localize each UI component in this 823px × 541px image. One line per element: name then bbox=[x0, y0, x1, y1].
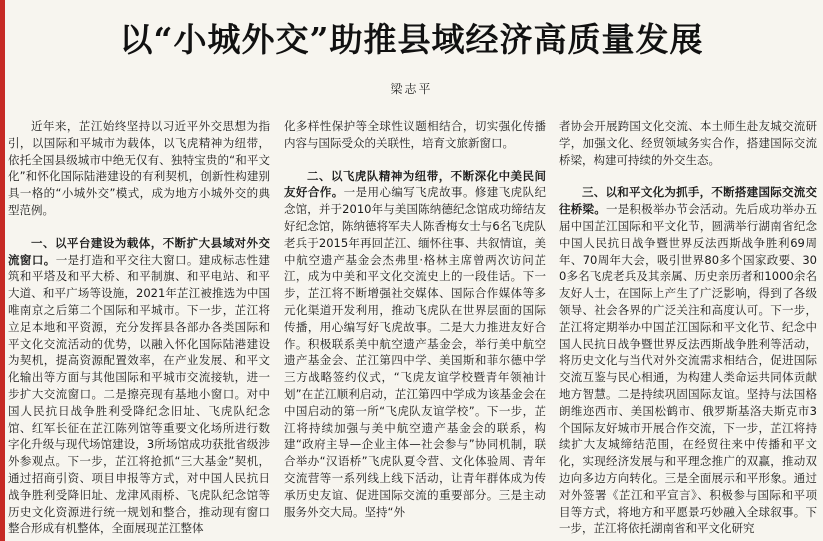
section-paragraph bbox=[559, 184, 817, 537]
column-1 bbox=[8, 118, 270, 541]
paragraph-gap bbox=[8, 219, 270, 235]
column-3 bbox=[559, 118, 817, 541]
section-heading: 三、以和平文化为抓手，不断搭建国际交流交往桥梁。 bbox=[559, 185, 817, 217]
paragraph: 近年来，芷江始终坚持以习近平外交思想为指引，以国际和平城市为载体，以飞虎精神为纽带，依托全国县级城市中绝无仅有、独特宝贵的“和平文化”和怀化国际陆港建设的有利契机，创新性构建别具一格的“小城外交”模式，成为地方小城外交的典型范例。 bbox=[8, 119, 270, 217]
paragraph: 者协会开展跨国文化交流、本土师生赴友城交流研学，加强文化、经贸领域务实合作，搭建国际交流桥梁，构建可持续的外交生态。 bbox=[559, 119, 817, 167]
column-2 bbox=[284, 118, 546, 541]
paragraph-body: 一是积极举办节会活动。先后成功举办五届中国芷江国际和平文化节，圆满举行湖南省纪念中国人民抗日战争暨世界反法西斯战争胜利69周年、70周年大会，吸引世界80多个国家政要、300多名飞虎老兵及其亲属、历史亲历者和1000余名友好人士，在国际上产生了广泛影响，得到了各级领导、社会各界的广泛关注和高度认可。下一步，芷江将定期举办中国芷江国际和平文化节、纪念中国人民抗日战争暨世界反法西斯战争胜利等活动，将历史文化与当代对外交流需求相结合，促进国际交流互鉴与民心相通，为构建人类命运共同体贡献地方智慧。二是持续巩固国际友谊。坚持与法国格朗维迩西市、美国松鹤市、俄罗斯基洛夫斯克市3个国际友好城市开展合作交流，下一步，芷江将持续扩大友城缔结范围，在经贸往来中传播和平文化，实现经济发展与和平理念推广的双赢，推动双边向多边方向转化。三是全面展示和平形象。通过对外签署《芷江和平宣言》、积极参与国际和平项目等方式，将地方和平愿景巧妙融入全球叙事。下一步，芷江将依托湖南省和平文化研究 bbox=[559, 202, 817, 536]
section-paragraph bbox=[8, 235, 270, 537]
section-heading: 一、以平台建设为载体，不断扩大县域对外交流窗口。 bbox=[8, 235, 270, 267]
paragraph: 化多样性保护等全球性议题相结合，切实强化传播内容与国际受众的关联性，培育文旅新窗口。 bbox=[284, 119, 546, 150]
article-author: 梁志平 bbox=[390, 82, 433, 96]
article-headline: 以“小城外交”助推县域经济高质量发展 bbox=[119, 20, 704, 59]
paragraph-gap bbox=[559, 168, 817, 184]
section-paragraph bbox=[284, 168, 546, 521]
paragraph-gap bbox=[284, 152, 546, 168]
paragraph-body: 一是打造和平交往大窗口。建成标志性建筑和平塔及和平大桥、和平制旗、和平电站、和平大道、和平广场等设施，2021年芷江被推选为中国唯南京之后第二个国际和平城市。下一步，芷江将立足本地和平资源，充分发挥县各部办各类国际和平文化交流活动的优势，以融入怀化国际陆港建设为契机，提高资源配置效率，在产业发展、和平文化输出等方面与其他国际和平城市交流接轨，进一步扩大交流窗口。二是擦亮现有基地小窗口。对中国人民抗日战争胜利受降纪念旧址、飞虎队纪念馆、红军长征在芷江陈列馆等重要文化场所进行数字化升级与现代场馆建设，3所场馆成功获批省级涉外参观点。下一步，芷江将抢抓“三大基金”契机，通过招商引资、项目申报等方式，对中国人民抗日战争胜利受降旧址、龙津风雨桥、飞虎队纪念馆等历史文化资源进行统一规划和整合，推动现有窗口整合形成有机整体，全面展现芷江整体 bbox=[8, 252, 270, 536]
section-heading: 二、以飞虎队精神为纽带，不断深化中美民间友好合作。 bbox=[284, 168, 546, 200]
paragraph-body: 一是用心编写飞虎故事。修建飞虎队纪念馆，并于2010年与美国陈纳德纪念馆成功缔结友好纪念馆，陈纳德将军夫人陈香梅女士与6名飞虎队老兵于2015年再回芷江、缅怀往事、共叙情谊，美中航空遗产基金会杰弗里·格林主席曾两次访问芷江，成为中美和平文化交流史上的一段佳话。下一步，芷江将不断增强社交媒体、国际合作媒体等多元化渠道开发利用，推动飞虎队在世界层面的国际传播，用心编写好飞虎故事。二是大力推进友好合作。积极联系美中航空遗产基金会，举行美中航空遗产基金会、芷江第四中学、美国斯和菲尔德中学三方战略签约仪式，“飞虎友谊学校暨青年领袖计划”在芷江顺利启动，芷江第四中学成为该基金会在中国启动的第一所“飞虎队友谊学校”。下一步，芷江将持续加强与美中航空遗产基金会的联系，构建“政府主导—企业主体—社会参与”协同机制，联合举办“汉语桥”飞虎队夏令营、文化体验周、青年交流营等一系列线上线下活动，让青年群体成为传承历史友谊、促进国际交流的重要部分。三是主动服务外交大局。坚持“外 bbox=[284, 185, 546, 519]
